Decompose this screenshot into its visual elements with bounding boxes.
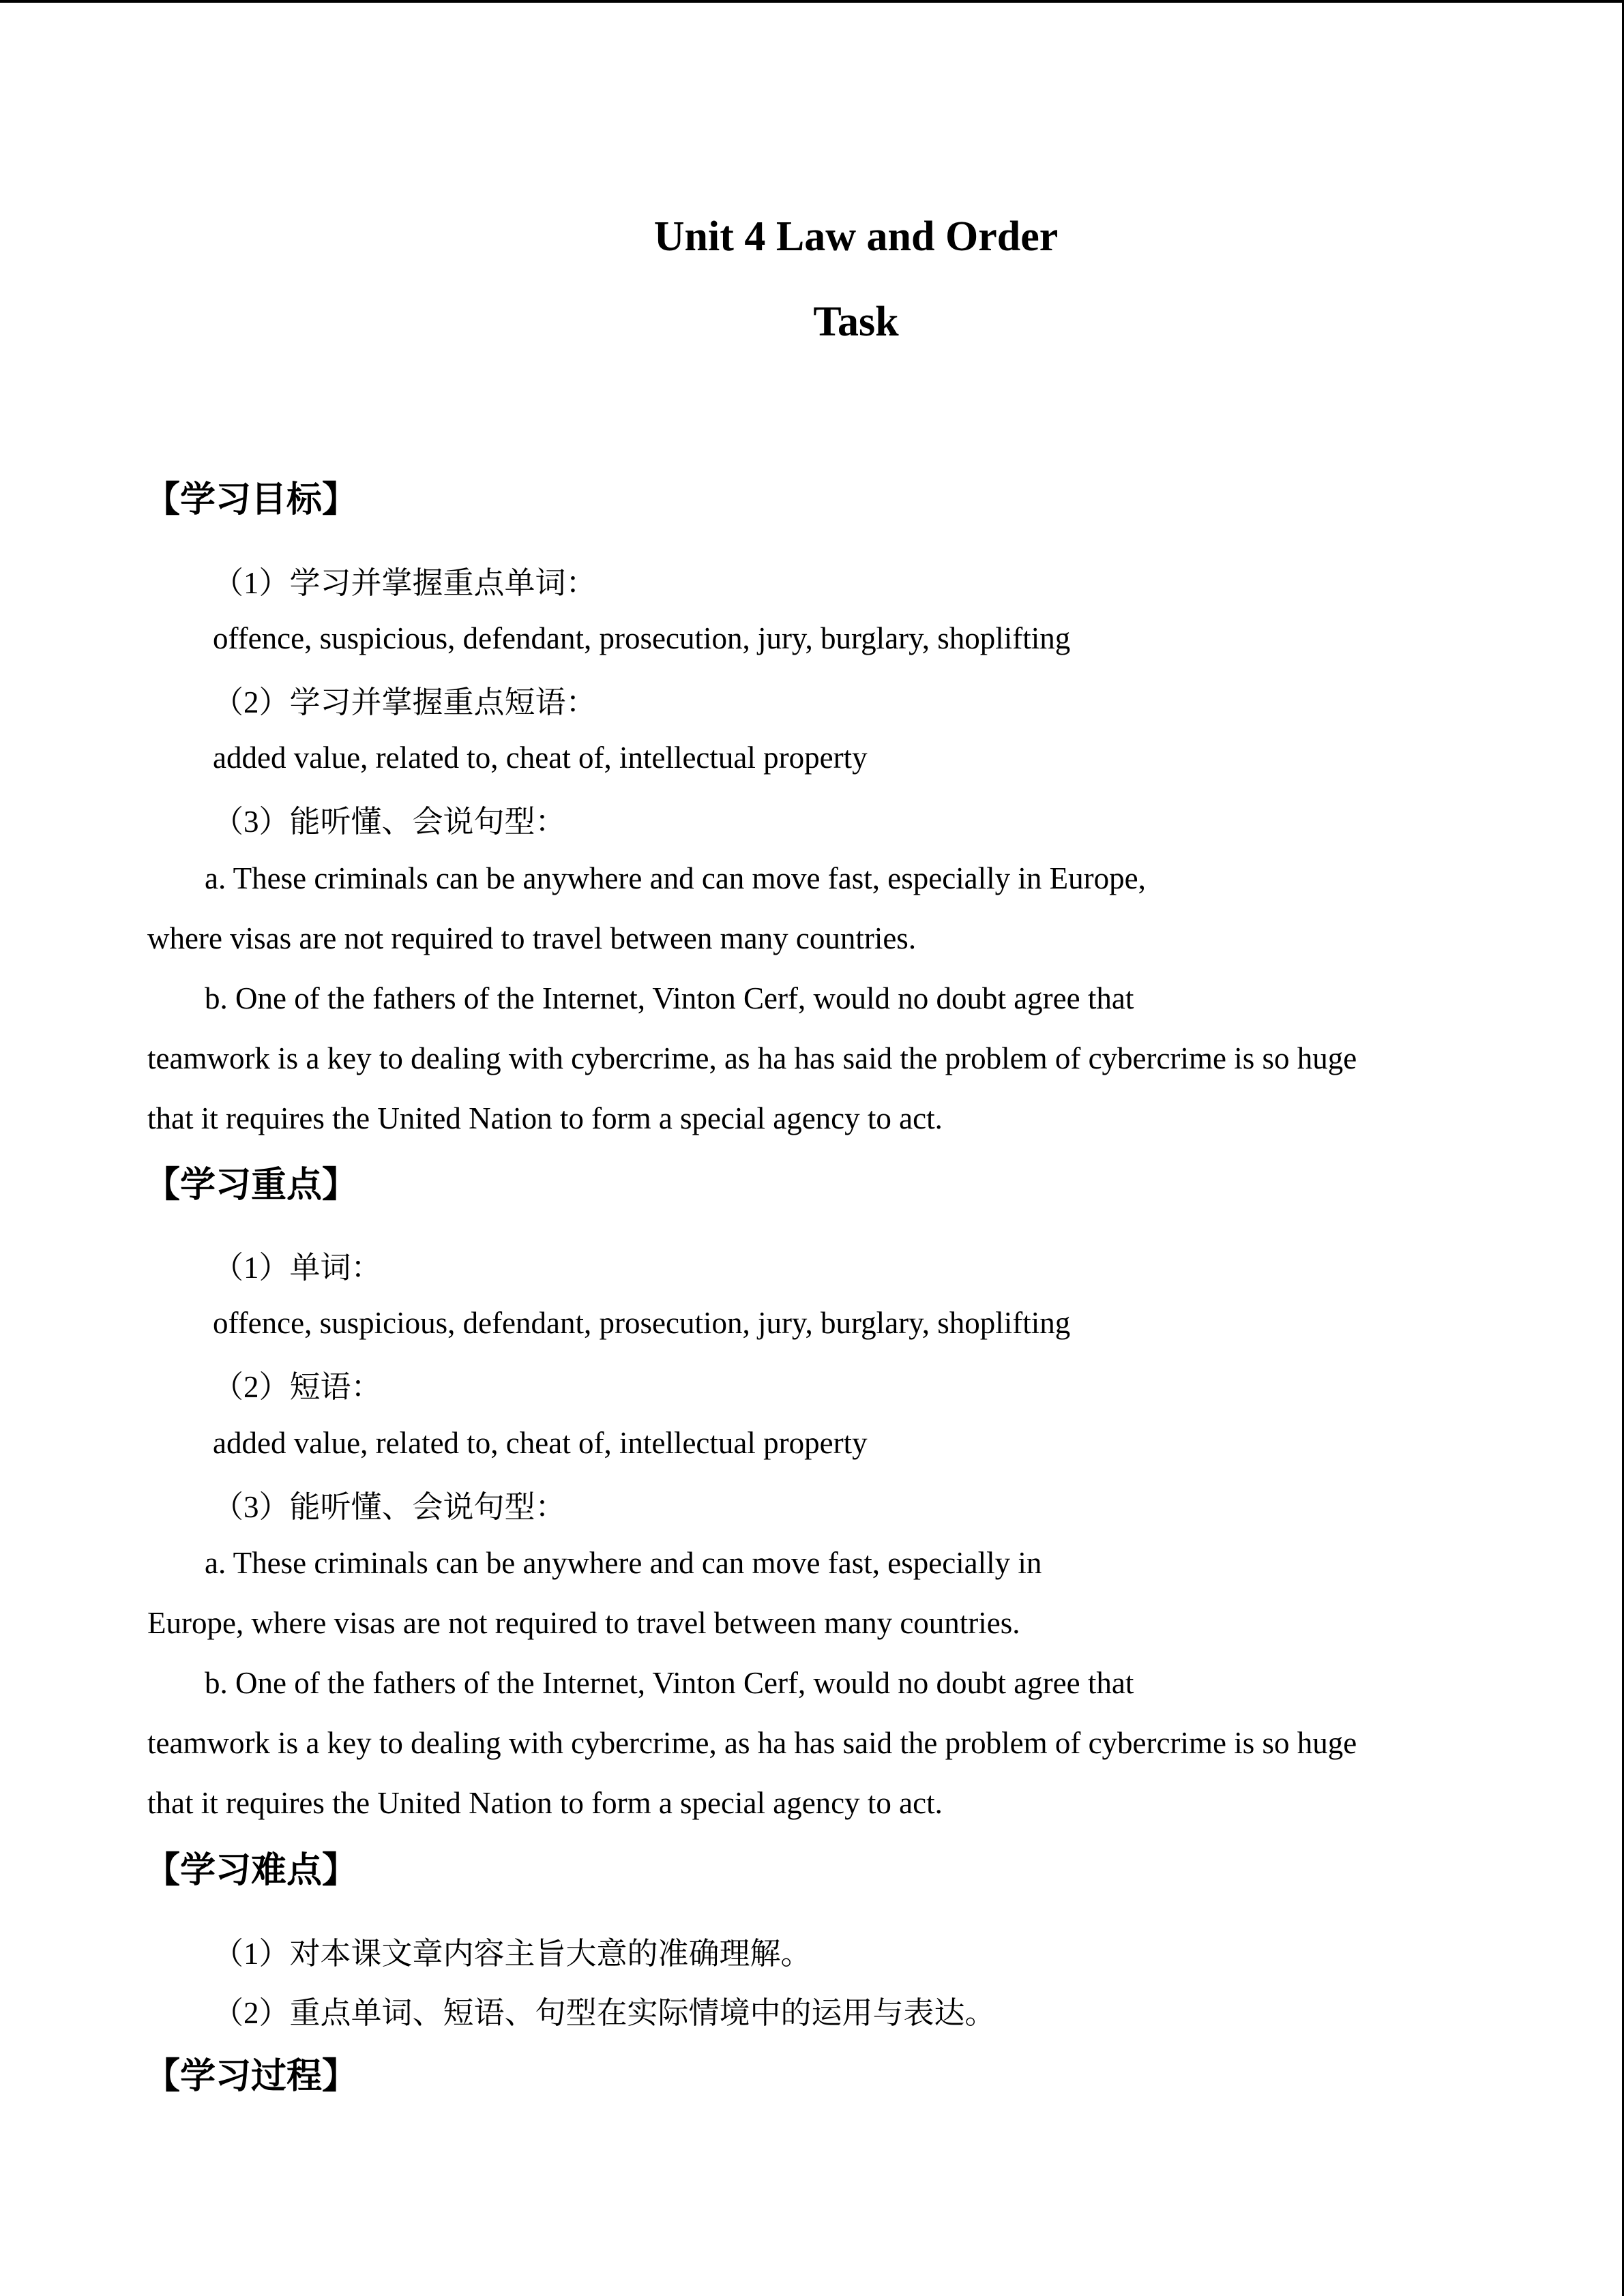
- objectives-item2-text: added value, related to, cheat of, intellectual property: [213, 741, 868, 775]
- objectives-item1-label: （1）学习并掌握重点单词：: [213, 566, 597, 600]
- difficulties-item2: （2）重点单词、短语、句型在实际情境中的运用与表达。: [213, 1996, 996, 2030]
- key-points-sentence-a-line2: Europe, where visas are not required to travel between many countries.: [147, 1606, 1020, 1640]
- objectives-item1-text: offence, suspicious, defendant, prosecution, jury, burglary, shoplifting: [213, 621, 1071, 655]
- objectives-item3-label: （3）能听懂、会说句型：: [213, 805, 566, 839]
- heading-difficulties: 【学习难点】: [145, 1851, 358, 1890]
- heading-process: 【学习过程】: [145, 2057, 358, 2096]
- key-points-sentence-a-line1: a. These criminals can be anywhere and can move fast, especially in: [205, 1546, 1042, 1580]
- heading-key-points: 【学习重点】: [145, 1166, 358, 1205]
- key-points-item3-label: （3）能听懂、会说句型：: [213, 1490, 566, 1524]
- objectives-sentence-b-line3: that it requires the United Nation to form a special agency to act.: [147, 1101, 943, 1135]
- objectives-sentence-a-line1: a. These criminals can be anywhere and can move fast, especially in Europe,: [205, 861, 1146, 895]
- key-points-item1-text: offence, suspicious, defendant, prosecution, jury, burglary, shoplifting: [213, 1306, 1071, 1340]
- key-points-sentence-b-line3: that it requires the United Nation to form a special agency to act.: [147, 1786, 943, 1820]
- key-points-sentence-b-line1: b. One of the fathers of the Internet, Vinton Cerf, would no doubt agree that: [205, 1666, 1134, 1700]
- objectives-sentence-b-line1: b. One of the fathers of the Internet, Vinton Cerf, would no doubt agree that: [205, 981, 1134, 1015]
- objectives-item2-label: （2）学习并掌握重点短语：: [213, 685, 597, 719]
- key-points-sentence-b-line2: teamwork is a key to dealing with cybercrime, as ha has said the problem of cybercrime is so huge: [147, 1726, 1357, 1760]
- objectives-sentence-b-line2: teamwork is a key to dealing with cybercrime, as ha has said the problem of cybercrime is so huge: [147, 1041, 1357, 1075]
- objectives-sentence-a-line2: where visas are not required to travel between many countries.: [147, 921, 917, 955]
- key-points-item2-text: added value, related to, cheat of, intellectual property: [213, 1426, 868, 1460]
- document-title: Unit 4 Law and Order: [653, 213, 1059, 260]
- key-points-item2-label: （2）短语：: [213, 1370, 382, 1404]
- document-subtitle: Task: [813, 299, 899, 345]
- heading-objectives: 【学习目标】: [145, 481, 358, 520]
- difficulties-item1: （1）对本课文章内容主旨大意的准确理解。: [213, 1937, 812, 1971]
- key-points-item1-label: （1）单词：: [213, 1251, 382, 1285]
